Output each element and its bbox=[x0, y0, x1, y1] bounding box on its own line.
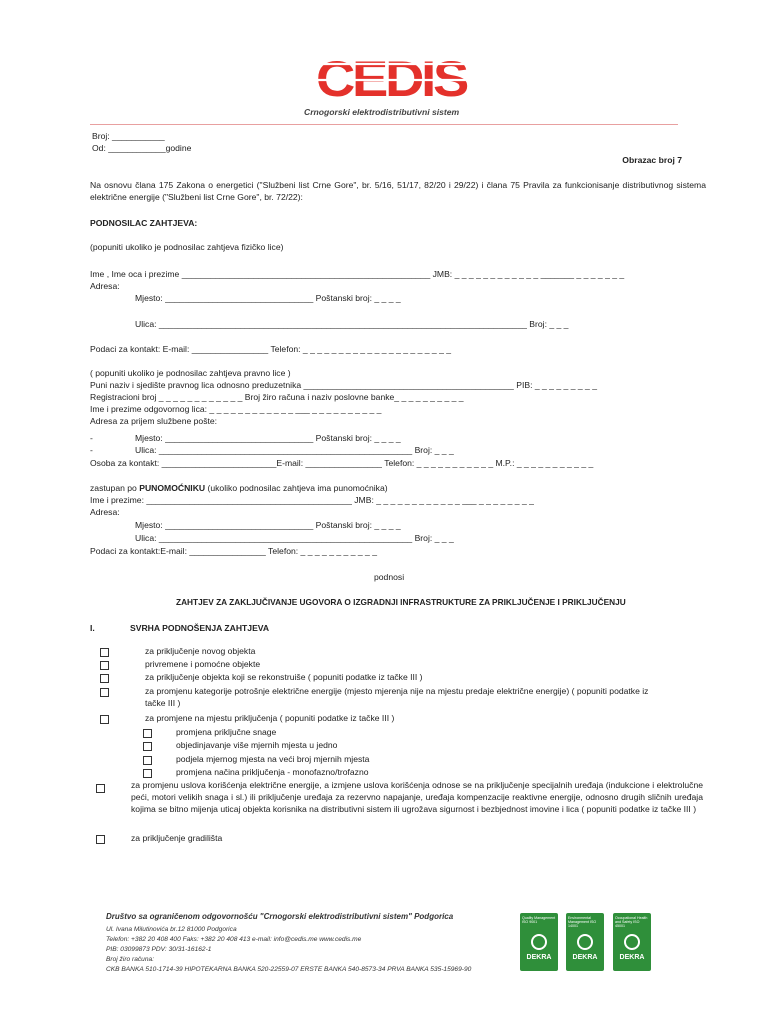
checkbox-temporary-objects[interactable] bbox=[100, 661, 109, 670]
document-title: ZAHTJEV ZA ZAKLJUČIVANJE UGOVORA O IZGRADNJI INFRASTRUKTURE ZA PRIKLJUČENJE I PRIKLJUČENJU bbox=[176, 597, 626, 607]
checkbox-usage-conditions[interactable] bbox=[96, 784, 105, 793]
checkbox-connection-changes[interactable] bbox=[100, 715, 109, 724]
checkbox-split-meter[interactable] bbox=[143, 756, 152, 765]
footer-ids: PIB: 03099873 PDV: 30/31-16162-1 bbox=[106, 946, 212, 953]
podnosi-text: podnosi bbox=[374, 572, 405, 582]
dekra-cert-badge bbox=[613, 913, 651, 971]
proxy-address-label: Adresa: bbox=[90, 507, 120, 517]
dekra-cert-badge bbox=[520, 913, 558, 971]
footer-phones: Telefon: +382 20 408 400 Faks: +382 20 408 413 e-mail: info@cedis.me www.cedis.me bbox=[106, 936, 362, 943]
cert-label: Occupational Health and Safety ISO 45001 bbox=[615, 916, 648, 929]
cert-brand: DEKRA bbox=[526, 954, 552, 961]
od-field: Od: ____________godine bbox=[92, 143, 192, 153]
option-phase-change: promjena načina priključenja - monofazno/trofazno bbox=[176, 767, 369, 777]
cert-label: Quality Management ISO 9001 bbox=[522, 916, 556, 925]
option-new-object: za priključenje novog objekta bbox=[145, 646, 256, 656]
option-power-change: promjena priključne snage bbox=[176, 727, 277, 737]
checkbox-construction-site[interactable] bbox=[96, 835, 105, 844]
proxy-line bbox=[90, 483, 388, 493]
checkbox-power-change[interactable] bbox=[143, 729, 152, 738]
option-temporary-objects: privremene i pomoćne objekte bbox=[145, 659, 261, 669]
checkbox-reconstruction[interactable] bbox=[100, 674, 109, 683]
footer-company: Društvo sa ograničenom odgovornošću "Crnogorski elektrodistributivni sistem" Podgorica bbox=[106, 912, 454, 921]
form-number: Obrazac broj 7 bbox=[622, 155, 682, 165]
dekra-dial-icon bbox=[577, 934, 593, 950]
legal-street-field: Ulica: _____________________________________________________ Broj: _ _ _ bbox=[135, 445, 454, 455]
dekra-cert-badge bbox=[566, 913, 604, 971]
option-merge-meters: objedinjavanje više mjernih mjesta u jedno bbox=[176, 740, 338, 750]
footer-address: Ul. Ivana Milutinovića br.12 81000 Podgorica bbox=[106, 926, 237, 933]
applicant-name-field: Ime , Ime oca i prezime ____________________________________________________ JMB: _ _ _ _ _ _ _ _ _ _ _ _ _______ _ _ _ _ _ _ _ bbox=[90, 269, 625, 279]
checkbox-category-change[interactable] bbox=[100, 688, 109, 697]
proxy-street-field: Ulica: _____________________________________________________ Broj: _ _ _ bbox=[135, 533, 454, 543]
section-title: SVRHA PODNOŠENJA ZAHTJEVA bbox=[130, 623, 270, 633]
intro-paragraph: Na osnovu člana 175 Zakona o energetici ("Službeni list Crne Gore", br. 5/16, 51/17, 82/20 i 29/22) i člana 75 Pravila za funkcionisanje distributivnog sistema električne energije ("Službeni list Crne Gore", br. 72/22): bbox=[90, 180, 706, 202]
section-number: I. bbox=[90, 623, 95, 633]
legal-full-name-field: Puni naziv i sjedište pravnog lica odnosno preduzetnika ____________________________________________ PIB: _ _ _ _ _ _ _ _ _ bbox=[90, 380, 597, 390]
applicant-place-field: Mjesto: _______________________________ Poštanski broj: _ _ _ _ bbox=[135, 293, 401, 303]
applicant-contact-field: Podaci za kontakt: E-mail: ________________ Telefon: _ _ _ _ _ _ _ _ _ _ _ _ _ _ _ _ _ _ _ _ _ bbox=[90, 344, 452, 354]
list-dash: - bbox=[90, 433, 93, 443]
natural-person-note: (popuniti ukoliko je podnosilac zahtjeva fizičko lice) bbox=[90, 242, 284, 252]
list-dash: - bbox=[90, 445, 93, 455]
option-reconstruction: za priključenje objekta koji se rekonstruiše ( popuniti podatke iz tačke III ) bbox=[145, 672, 423, 682]
legal-registration-field: Registracioni broj _ _ _ _ _ _ _ _ _ _ _ _ Broj žiro računa i naziv poslovne banke_ _ _ _ _ _ _ _ _ _ bbox=[90, 392, 464, 402]
option-construction-site: za priključenje gradilišta bbox=[131, 833, 223, 843]
applicant-address-label: Adresa: bbox=[90, 281, 120, 291]
option-split-meter: podjela mjernog mjesta na veći broj mjernih mjesta bbox=[176, 754, 370, 764]
option-category-change-cont: tačke III ) bbox=[145, 698, 181, 708]
proxy-place-field: Mjesto: _______________________________ Poštanski broj: _ _ _ _ bbox=[135, 520, 401, 530]
footer-accounts-label: Broj žiro računa: bbox=[106, 956, 155, 963]
option-category-change: za promjenu kategorije potrošnje električne energije (mjesto mjerenja nije na mjestu predaje električne energije) ( popuniti podatke iz bbox=[145, 686, 649, 696]
cert-label: Environmental Management ISO 14001 bbox=[568, 916, 597, 929]
legal-entity-note: ( popuniti ukoliko je podnosilac zahtjeva pravno lice ) bbox=[90, 368, 291, 378]
broj-field: Broj: ___________ bbox=[92, 131, 165, 141]
dekra-dial-icon bbox=[531, 934, 547, 950]
legal-place-field: Mjesto: _______________________________ Poštanski broj: _ _ _ _ bbox=[135, 433, 401, 443]
checkbox-merge-meters[interactable] bbox=[143, 742, 152, 751]
cert-brand: DEKRA bbox=[572, 954, 598, 961]
proxy-name-field: Ime i prezime: ___________________________________________ JMB: _ _ _ _ _ _ _ _ _ _ _ _ ___ _ _ _ _ _ _ _ _ bbox=[90, 495, 534, 505]
cedis-logo-graphic bbox=[316, 54, 468, 102]
proxy-bold: PUNOMOĆNIKU bbox=[139, 483, 206, 493]
proxy-post: (ukoliko podnosilac zahtjeva ima punomoćnika) bbox=[205, 483, 388, 493]
legal-contact-field: Osoba za kontakt: ________________________E-mail: ________________ Telefon: _ _ _ _ _ _ _ _ _ _ _ M.P.: _ _ _ _ _ _ _ _ _ _ _ bbox=[90, 458, 594, 468]
proxy-contact-field: Podaci za kontakt:E-mail: ________________ Telefon: _ _ _ _ _ _ _ _ _ _ _ bbox=[90, 546, 377, 556]
legal-mail-address-label: Adresa za prijem službene pošte: bbox=[90, 416, 218, 426]
checkbox-phase-change[interactable] bbox=[143, 769, 152, 778]
option-connection-changes: za promjene na mjestu priključenja ( popuniti podatke iz tačke III ) bbox=[145, 713, 395, 723]
option-usage-conditions: za promjenu uslova korišćenja električne energije, a izmjene uslova korišćenja odnose se na priključenje specijalnih uređaja (indukcione i elektrolučne peći, motori velikih snaga i sl.) ili priključenje uređaja za rezervno napajanje, uređaja kompenzacije reaktivne energije, odnosno drugih sličnih uređaja kojima se bitno mijenja uticaj objekta korisnika na distributivni sistem ili ugrožava sigurnost i bezbjednost imovine i lica ( popuniti podatke iz tačke III ) bbox=[131, 780, 703, 814]
checkbox-new-object[interactable] bbox=[100, 648, 109, 657]
logo-tagline: Crnogorski elektrodistributivni sistem bbox=[304, 107, 460, 117]
cert-brand: DEKRA bbox=[619, 954, 645, 961]
svg-text:CEDIS: CEDIS bbox=[316, 54, 468, 102]
applicant-heading: PODNOSILAC ZAHTJEVA: bbox=[90, 218, 198, 228]
dekra-dial-icon bbox=[624, 934, 640, 950]
legal-responsible-field: Ime i prezime odgovornog lica: _ _ _ _ _ _ _ _ _ _ _ _ ___ _ _ _ _ _ _ _ _ _ _ bbox=[90, 404, 382, 414]
footer-accounts: CKB BANKA 510-1714-39 HIPOTEKARNA BANKA 520-22559-07 ERSTE BANKA 540-8573-34 PRVA BANKA 535-15969-90 bbox=[106, 966, 472, 973]
proxy-pre: zastupan po bbox=[90, 483, 140, 493]
applicant-street-field: Ulica: _____________________________________________________________________________ Broj: _ _ _ bbox=[135, 319, 569, 329]
header-rule bbox=[90, 124, 678, 125]
